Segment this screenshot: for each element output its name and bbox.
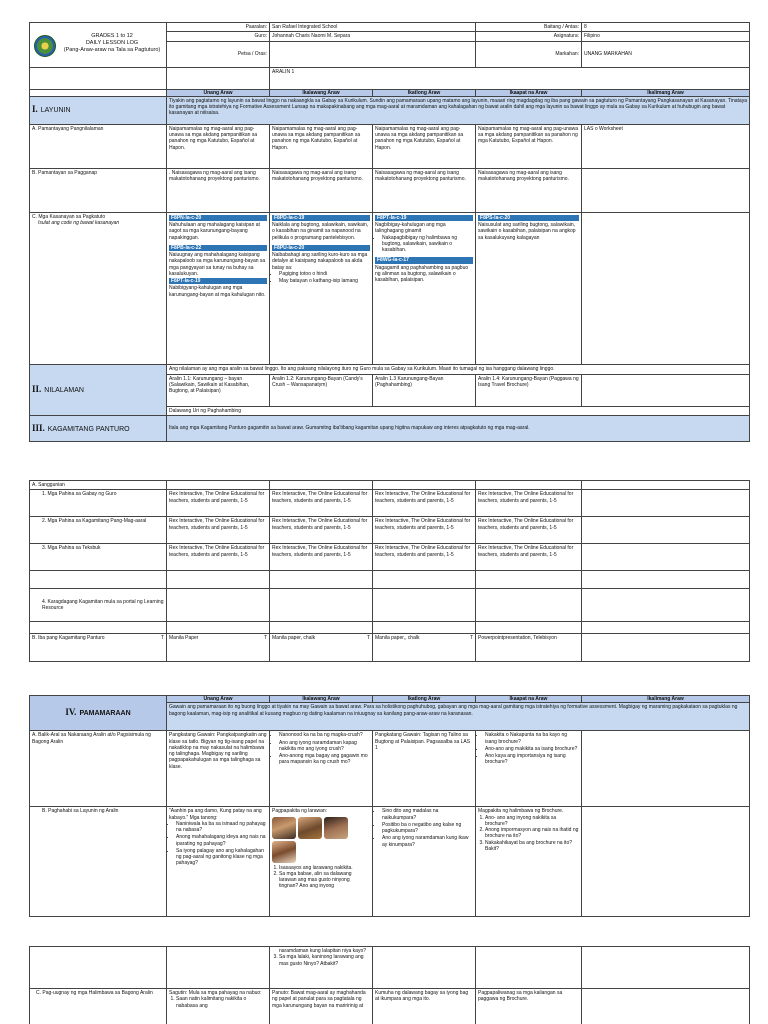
cell [582, 589, 750, 622]
ref-cell: Rex Interactive, The Online Educational for teachers, students and parents, 1-5 [476, 517, 582, 544]
day-header-4: Ikaapat na Araw [476, 89, 582, 96]
iba-pang-kagamitan-cell [30, 634, 167, 662]
cell [582, 517, 750, 544]
cell [30, 947, 167, 989]
kasanayan-sub: Isulat ang code ng bawat kasanayan [38, 220, 120, 226]
cell [373, 622, 476, 634]
ref-cell: Rex Interactive, The Online Educational for teachers, students and parents, 1-5 [167, 544, 270, 571]
gabay-guro-label: 1. Mga Pahina sa Gabay ng Guro [30, 490, 167, 517]
day-header-1: Unang Araw [167, 696, 270, 703]
paghahabi-intro: Pagpapakita ng larawan: [272, 808, 328, 815]
cell [582, 544, 750, 571]
day-header-1: Unang Araw [167, 89, 270, 96]
paghahabi-intro: Magpakita ng halimbawa ng Brochure. [478, 808, 564, 815]
a-day2: Naipamamalas ng mag-aaral ang pag-unawa sa mga akdang pampanitikan sa panahon ng mga Katutubo, Espaňol at Hapon. [270, 124, 373, 168]
petsa-value [270, 41, 476, 67]
nilalaman-day5 [582, 374, 750, 406]
cell [476, 571, 582, 589]
pamamaraan-table [29, 695, 750, 917]
kagamitan-day2 [270, 634, 373, 662]
kagamitan-text: Manila paper, chalk [272, 635, 316, 642]
roman-numeral: I. [32, 104, 38, 115]
kagamitan-day3 [373, 634, 476, 662]
cell [270, 622, 373, 634]
kasanayan-label-cell [30, 212, 167, 364]
sanggunian-table [29, 480, 750, 662]
a-day1: Naipamamalas ng mag-aaral ang pag-unawa sa mga akdang pampanitikan sa panahon ng mga Katutubo, Espaňol at Hapon. [167, 124, 270, 168]
competency-text: Naibabahagi ang sariling kuro-kuro sa mga detalye at kaisipang nakapaloob sa akda batay sa: [272, 252, 368, 271]
competency-text: Nagagamit ang paghahambing sa pagbuo ng alinman sa bugtong, salawikain o kasabihan, palaisipan. [375, 264, 469, 283]
list-item: • Sa iyong palagay ano ang kahalagahan ng pag-aaral ng ganitong klase ng mga pahayag? [176, 848, 267, 867]
asignatura-value: Filipino [582, 32, 750, 41]
cell [476, 947, 582, 989]
pamamaraan-cont-table [29, 946, 750, 1024]
kagamitan-text: Manila paper,, chalk [375, 635, 420, 642]
layunin-intro: Tiyakin ang pagtatamo ng layunin sa bawat linggo na nakaangkla sa Gabay sa Kurikulum. Sundin ang pamamaraan upang matamo ang layunin, maaari ring magdagdag ng iba pang gawain sa pagtuturo ng Pamantayang Pangkasanayan at Kasanayan. Tinataya ito gamitang mga istratehiya ng Formative Assessment Lunsap na makapakinabang ang mga mag-aaral at maramdaman ang kahalagahan ng bawat aralin dahil ang mga layunin sa bawat linggo ay mula sa Gabay sa Kurikulum at huhubugin ang bawat kasanayan at niiisaisa. [167, 96, 750, 124]
cell [476, 481, 582, 490]
ref-cell: Rex Interactive, The Online Educational for teachers, students and parents, 1-5 [167, 490, 270, 517]
b-day2: Naisasagawa ng mag-aaral ang isang makatotohanang proyektong panturismo. [270, 168, 373, 212]
grades-label: GRADES 1 to 12 [91, 32, 133, 39]
cell [476, 622, 582, 634]
ref-cell: Rex Interactive, The Online Educational for teachers, students and parents, 1-5 [373, 490, 476, 517]
list-item: • Positibo ba o negatibo ang kalse ng pagkukumpara? [382, 822, 473, 835]
guro-label: Guro: [167, 32, 270, 41]
paghahabi-intro: "Aanhin pa ang damo, Kung patay na ang kabayo." Mga tanong: [169, 808, 262, 821]
list-item: 1. Ano- ano ang inyong nakikita sa brochure? [485, 815, 579, 828]
learning-resource-label: 4. Karagdagang Kagamitan mula sa portal ng Learning Resource [30, 589, 167, 622]
a-day4: Naipamamalas ng mag-aaral ang pag-unawa sa mga akdang pampanitikan sa panahon ng mga Katutubo, Espaňol at Hapon. [476, 124, 582, 168]
cell [582, 807, 750, 917]
pamantayang-pangnilalaman-label: A. Pamantayang Pangnilalaman [30, 124, 167, 168]
roman-numeral: III. [32, 422, 45, 433]
petsa-label: Petsa / Oras: [167, 41, 270, 67]
day-header-2: Ikalawang Araw [270, 696, 373, 703]
nilalaman-day2: Aralin 1.2: Karunungang-Bayan (Candy's Crush – Wansapanatym) [270, 374, 373, 406]
nilalaman-day4: Aralin 1.4: Karunungang-Bayan (Paggawa ng Isang Travel Brochure) [476, 374, 582, 406]
competency-code: F8PB-Ia-c-22 [169, 245, 267, 251]
cell [270, 481, 373, 490]
pamantayan-sa-pagganap-label: B. Pamantayan sa Pagganap [30, 168, 167, 212]
section-title: LAYUNIN [40, 107, 71, 115]
person-photo-image [272, 841, 296, 863]
list-item: • Naniniwala ka ba sa isinaad ng pahayag na nabasa? [176, 821, 267, 834]
t-mark: T [469, 635, 473, 642]
c-day4 [476, 212, 582, 364]
pag-uugnay-day2: Panuto: Bawat mag-aaral ay maghahanda ng papel at panulat para sa pagtatala ng mga karunungang bayan na mariririnig at [270, 989, 373, 1024]
competency-text: Nagbibigay-kahulugan ang mga talinghagang ginamit [375, 222, 446, 235]
list-item: 3. Nakakahikayat ba ang brochure na ito? Bakit? [485, 840, 579, 853]
t-mark: T [263, 635, 267, 642]
nilalaman-intro: Ang nilalaman ay ang mga aralin sa bawat linggo. Ito ang paksang nilalayong ituro ng Guro mula sa Gabay sa Kurikulum. Maari ito tumagal ng isa hanggang dalawang linggo. [167, 364, 750, 374]
competency-code: F8PT-Ia-c-19 [375, 215, 473, 221]
list-item: • Pagiging totoo o hindi [279, 271, 370, 277]
balik-aral-day3: Pangkatang Gawain: Tagisan ng Talino sa Bugtong at Palaisipan. Pagsasalba sa LAS 1 [373, 731, 476, 807]
cell [167, 622, 270, 634]
section-title: NILALAMAN [44, 387, 84, 394]
paghahabi-day3 [373, 807, 476, 917]
cell [582, 571, 750, 589]
competency-text: Nabibigyang-kahulugan ang mga karunungang-bayan at mga kahulugan nito. [169, 285, 266, 298]
deped-seal-icon [34, 35, 56, 57]
cell [582, 989, 750, 1024]
person-photo-image [272, 817, 296, 839]
nilalaman-title [30, 364, 167, 415]
b-day5 [582, 168, 750, 212]
list-item: 1. Saan natin kalimitang nakikita o nababasa ang [176, 996, 267, 1009]
markahan-value: UNANG MARKAHAN [582, 41, 750, 67]
person-photo-image [324, 817, 348, 839]
cell [167, 571, 270, 589]
balik-aral-day2 [270, 731, 373, 807]
pag-uugnay-label: C. Pag-uugnay ng mga Halimbawa sa Bagong Aralin [30, 989, 167, 1024]
b-day3: Naisasagawa ng mag-aaral ang isang makatotohanang proyektong panturismo. [373, 168, 476, 212]
cell [30, 622, 167, 634]
markahan-label: Markahan: [476, 41, 582, 67]
cell [582, 622, 750, 634]
list-item: 2. Anong impormasyon ang nais na ihatid ng brochure na ito? [485, 827, 579, 840]
balik-aral-day1: Pangkatang Gawain: Pangkatpangkatin ang klase sa tatlo. Bigyan ng tig-isang papel na nakatiklop na may nakasulat na halimbawa ng talinghaga. Magbigay ng sariling pagpapakahulugan sa mga talinghaga sa klase. [167, 731, 270, 807]
roman-numeral: II. [32, 384, 42, 394]
paaralan-label: Paaralan: [167, 23, 270, 32]
ref-cell: Rex Interactive, The Online Educational for teachers, students and parents, 1-5 [373, 517, 476, 544]
day-header-3: Ikatlong Araw [373, 89, 476, 96]
paghahabi-day4 [476, 807, 582, 917]
list-item: • Sino dito ang madalas na naikukumpara? [382, 808, 473, 821]
c-day5 [582, 212, 750, 364]
cell [582, 731, 750, 807]
b-day4: Naisasagawa ng mag-aaral ang isang makatotohanang proyektong panturismo. [476, 168, 582, 212]
ref-cell: Rex Interactive, The Online Educational for teachers, students and parents, 1-5 [167, 517, 270, 544]
baitang-value: 8 [582, 23, 750, 32]
b-day1: . Naisasagawa ng mag-aaral ang isang makatotohanang proyektong panturismo. [167, 168, 270, 212]
pag-uugnay-intro: Sagutin: Mula sa mga pahayag na nabuo: [169, 990, 262, 996]
list-item: 2. Sa mga babae, alin sa dalawang larawan ang mas gusto ninyong tingnan? Ano ang inyong [279, 871, 370, 890]
a-day3: Naipamamalas ng mag-aaral ang pag-unawa sa mga akdang pampanitikan sa panahon ng mga Katutubo, Espaňol at Hapon. [373, 124, 476, 168]
t-mark: T [160, 635, 164, 642]
list-item: • Anong mahahalagang ideya ang nais na iparating ng pahayag? [176, 834, 267, 847]
kagamitan-text: Manila Paper [169, 635, 199, 642]
asignatura-label: Asignatura: [476, 32, 582, 41]
cell [167, 589, 270, 622]
aralin-blank [30, 67, 167, 89]
day-header-4: Ikaapat na Araw [476, 696, 582, 703]
ref-cell: Rex Interactive, The Online Educational for teachers, students and parents, 1-5 [373, 544, 476, 571]
cell [373, 481, 476, 490]
balik-aral-day4 [476, 731, 582, 807]
day-header-5: Ikalimang Araw [582, 89, 750, 96]
photo-collage [272, 817, 370, 863]
competency-code: F8PS-Ia-c-20 [478, 215, 579, 221]
ref-cell: Rex Interactive, The Online Educational for teachers, students and parents, 1-5 [476, 490, 582, 517]
c-day1 [167, 212, 270, 364]
teksbuk-label: 3. Mga Pahina sa Teksbuk [30, 544, 167, 571]
paaralan-value: San Rafael Integrated School [270, 23, 476, 32]
cont-text: naramdaman kung lalapitan niya kayo? [279, 948, 366, 954]
c-day2 [270, 212, 373, 364]
cell [30, 571, 167, 589]
ref-cell: Rex Interactive, The Online Educational for teachers, students and parents, 1-5 [270, 517, 373, 544]
paghahabi-day1 [167, 807, 270, 917]
cell [582, 947, 750, 989]
pamamaraan-title [30, 696, 167, 731]
section-title: KAGAMITANG PANTURO [47, 425, 130, 433]
competency-code: F8PT-Ia-c-19 [169, 278, 267, 284]
nilalaman-day1: Aralin 1.1: Karunungang – bayan (Salawikain, Sawikain at Kasabihan, Bugtong, at Palaisipan) [167, 374, 270, 406]
kagamitang-mag-aaral-label: 2. Mga Pahina sa Kagamitang Pang-Mag-aaral [30, 517, 167, 544]
paghahabi-label: B. Paghahabi sa Layunin ng Aralin [30, 807, 167, 917]
section-title: PAMAMARAAN [79, 710, 131, 718]
dll-sub-label: (Pang-Araw-araw na Tala sa Pagtuturo) [63, 46, 161, 53]
cell [373, 589, 476, 622]
kagamitan-intro: Itala ang mga Kagamitang Panturo gagamitin sa bawat araw. Gumamitng iba'tibang kagamitan upang higitna mapukaw ang interes atpagkatuto ng mga mag-aaral. [167, 416, 750, 442]
cell [582, 634, 750, 662]
list-item: • Ano-anong mga bagay ang gagawin mo para mapansin ka ng crush mo? [279, 753, 370, 766]
competency-code: F8PN-Ia-c-20 [169, 215, 267, 221]
ref-cell: Rex Interactive, The Online Educational for teachers, students and parents, 1-5 [476, 544, 582, 571]
list-item: • May batayan o kathang-isip lamang [279, 278, 370, 284]
cell [476, 589, 582, 622]
pag-uugnay-day4: Pagpapaliwanag sa mga kailangan sa paggawa ng Brochure. [476, 989, 582, 1024]
day-header-2: Ikalawang Araw [270, 89, 373, 96]
nilalaman-paghahambing: Dalawang Uri ng Paghahambing [167, 406, 750, 415]
dll-label: DAILY LESSON LOG [85, 39, 139, 46]
cell [167, 947, 270, 989]
competency-text: Naiklala ang bugtong, salawikain, sawikain, o kasabihan na ginamit sa napanood na pelikula o programang pantelebisyon. [272, 222, 369, 241]
competency-code: F8PD-Ia-c-19 [272, 215, 370, 221]
guro-value: Johannah Charis Naomi M. Separa [270, 32, 476, 41]
list-item: 1. Isasaayos ang larawang nakikita. [279, 865, 370, 871]
list-item: • Nanonood ka na ba ng magka-crush? [279, 732, 370, 738]
cell [373, 571, 476, 589]
t-mark: T [366, 635, 370, 642]
cell [373, 947, 476, 989]
competency-text: Naiuugnay ang mahahalagang kaisipang nakapaloob sa mga karunungang-bayan sa mga pangyayari sa tunay na buhay sa kasalukuyan. [169, 252, 266, 277]
baitang-label: Baitang / Antas: [476, 23, 582, 32]
ref-cell: Rex Interactive, The Online Educational for teachers, students and parents, 1-5 [270, 490, 373, 517]
list-item: • Nakakita o Nakapunta na ba kayo ng isang brochure? [485, 732, 579, 745]
cell [582, 490, 750, 517]
cell [167, 481, 270, 490]
ref-cell: Rex Interactive, The Online Educational for teachers, students and parents, 1-5 [270, 544, 373, 571]
list-item: • Ano kaya ang importansiya ng isang brochure? [485, 753, 579, 766]
pamamaraan-intro: Gawain ang pamamaraan ito ng buong linggo at tiyakin na may Gawain sa bawat araw. Para sa holistikong paghuhubog, gabayan ang mga mag-aaral gamitang mga istratehiya ng formative assessment. Magbigay ng maraming pagkakataon sa pagtuklas ng bagong kaalaman, mag-isip ng analitikal at kusang magbuo ng dating kaalaman na iniuugnay sa kanilang pang-araw-araw na karanasan. [167, 703, 750, 731]
cell [270, 589, 373, 622]
dll-title-block [30, 23, 167, 68]
competency-code: F8WG-Ia-c-17 [375, 257, 473, 263]
list-item: 3. Sa mga lalaki, kaninong larawang ang mas gusto Ninyo? Atbakit? [279, 954, 370, 967]
a-day5: LAS o Worksheet [582, 124, 750, 168]
kasanayan-label: C. Mga Kasanayan sa Pagkatuto [32, 213, 106, 220]
iba-pang-kagamitan-label: B. Iba pang Kagamitang Panturo [32, 635, 105, 642]
roman-numeral: IV. [65, 707, 77, 718]
day-header-3: Ikatlong Araw [373, 696, 476, 703]
paghahabi-day2-cont [270, 947, 373, 989]
day-hdr-blank [30, 89, 167, 96]
list-item: • Ano ang iyong naramdaman kung ikaw ay kinumpara? [382, 835, 473, 848]
sanggunian-label: A. Sanggunian [30, 481, 167, 490]
cell [270, 571, 373, 589]
person-photo-image [298, 817, 322, 839]
paghahabi-day2 [270, 807, 373, 917]
aralin-label: ARALIN 1 [270, 67, 750, 89]
list-item: • Ano ang iyong naramdaman kapag nakikita mo ang iyong crush? [279, 740, 370, 753]
kagamitan-day4: Powerpointpresentation, Telebisyon [476, 634, 582, 662]
aralin-blank-2 [167, 67, 270, 89]
pag-uugnay-day3: Kumuha ng dalawang bagay sa iyong bag at ikumpara ang mga ito. [373, 989, 476, 1024]
balik-aral-label: A. Balik-Aral sa Nakaraang Aralin at/o Pagsisimula ng Bagong Aralin [30, 731, 167, 807]
kagamitan-day1 [167, 634, 270, 662]
competency-code: F8PU-Ia-c-20 [272, 245, 370, 251]
cell [582, 481, 750, 490]
competency-text: Nahuhulaan ang mahalagang kaisipan at sagot sa mga karunungang-bayang napakinggan. [169, 222, 260, 241]
dll-header-table [29, 22, 750, 442]
kagamitan-title [30, 416, 167, 442]
list-item: • Nakapagbibigay ng halimbawa ng bugtong, salawikain, sawikain o kasabihan. [382, 235, 473, 254]
competency-text: Naisusulat ang sariling bugtong, salawikain, sawikain o kasabihan, palaisipan na angkop sa kasalukuyang kalagayan [478, 222, 576, 241]
pag-uugnay-day1 [167, 989, 270, 1024]
nilalaman-day3: Aralin 1.3 Karunungang-Bayan (Paghahambing) [373, 374, 476, 406]
day-header-5: Ikalimang Araw [582, 696, 750, 703]
layunin-title [30, 96, 167, 124]
c-day3 [373, 212, 476, 364]
list-item: • Ano-ano ang makikita sa isang brochure? [485, 746, 579, 752]
